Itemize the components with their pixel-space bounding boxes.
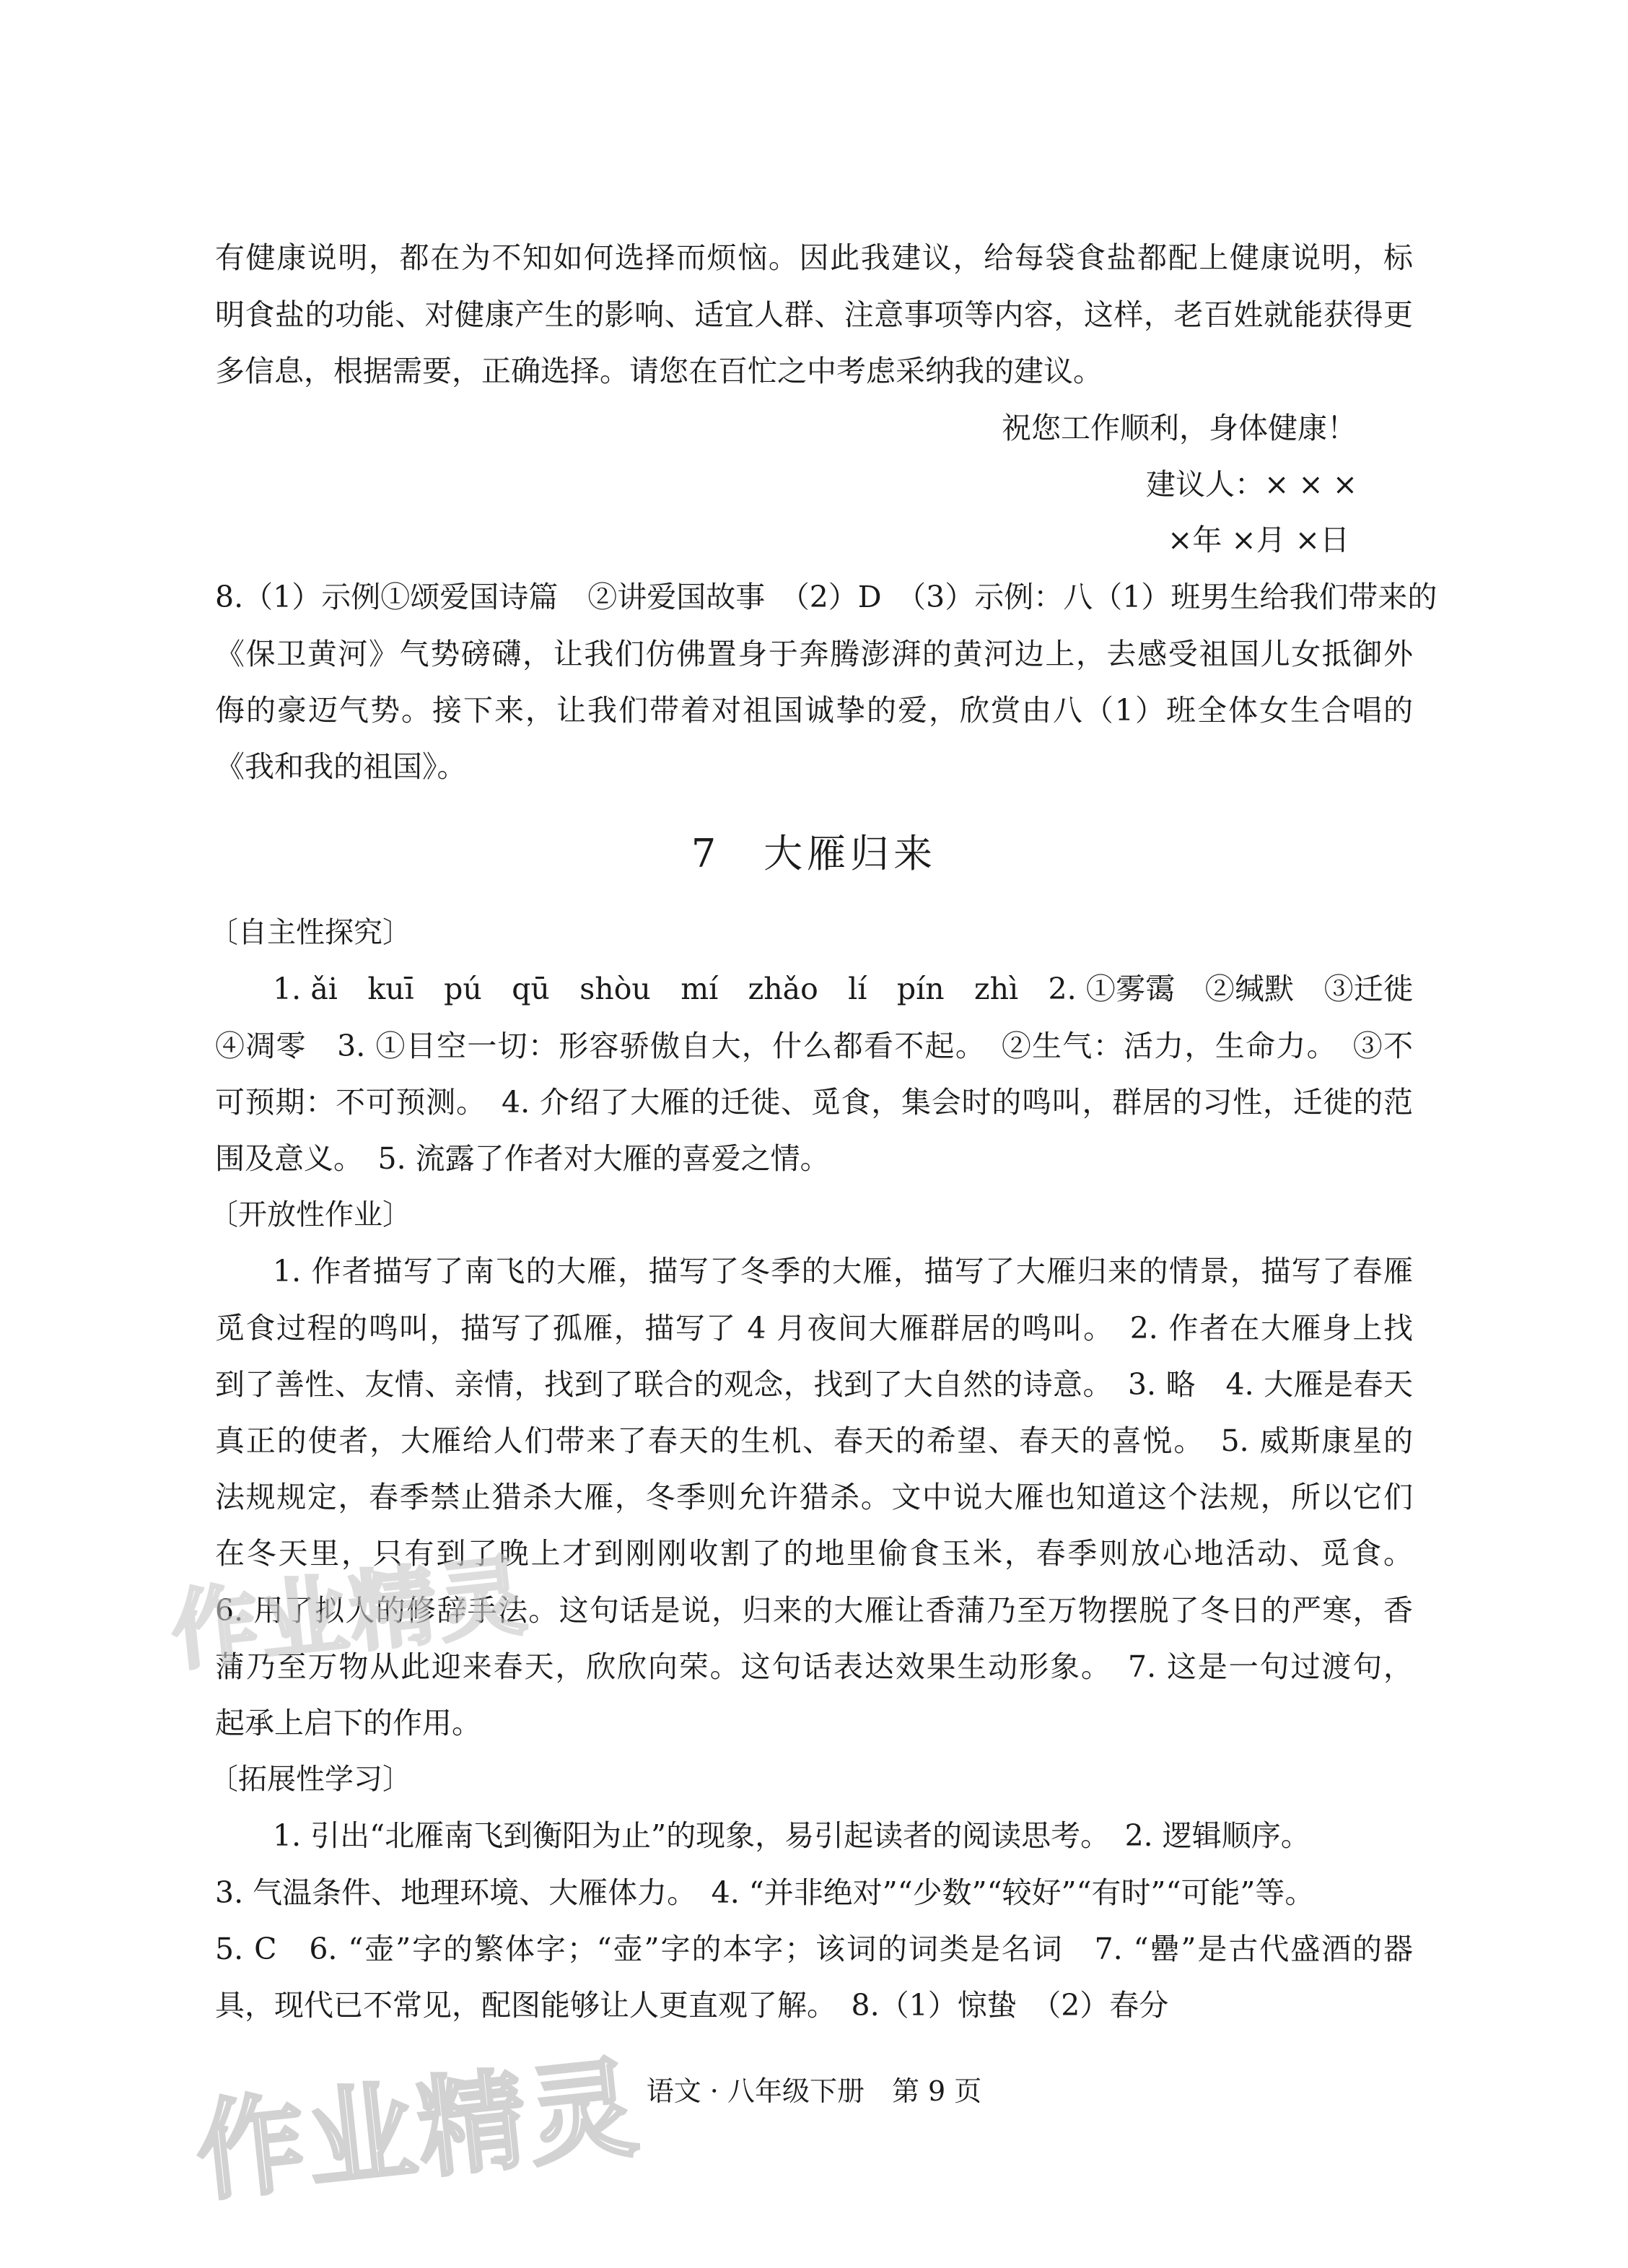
watermark-logo-lower: 作业精灵 (191, 2045, 646, 2217)
letter-line-3: 多信息，根据需要，正确选择。请您在百忙之中考虑采纳我的建议。 (215, 354, 1103, 388)
open-homework-line-6: 在冬天里，只有到了晚上才到刚刚收割了的地里偷食玉米，春季则放心地活动、觅食。 (215, 1536, 1413, 1571)
letter-signer: 建议人：× × × (1146, 467, 1358, 502)
open-homework-line-4: 真正的使者，大雁给人们带来了春天的生机、春天的希望、春天的喜悦。 5. 威斯康星的 (215, 1423, 1413, 1458)
extended-learning-line-3: 5. C 6. “壶”字的繁体字；“壶”字的本字；该词的词类是名词 7. “罍”是古代盛酒的器 (215, 1932, 1413, 1966)
open-homework-line-7: 6. 用了拟人的修辞手法。这句话是说，归来的大雁让香蒲乃至万物摆脱了冬日的严寒，香 (215, 1593, 1413, 1628)
open-homework-line-5: 法规规定，春季禁止猎杀大雁，冬季则允许猎杀。文中说大雁也知道这个法规，所以它们 (215, 1480, 1413, 1514)
q8-line-1: 8.（1）示例①颂爱国诗篇 ②讲爱国故事 （2）D （3）示例：八（1）班男生给我们带来的 (215, 580, 1437, 614)
open-homework-line-1: 1. 作者描写了南飞的大雁，描写了冬季的大雁，描写了大雁归来的情景，描写了春雁 (273, 1254, 1413, 1288)
open-homework-line-3: 到了善性、友情、亲情，找到了联合的观念，找到了大自然的诗意。 3. 略 4. 大雁是春天 (215, 1367, 1413, 1402)
letter-line-2: 明食盐的功能、对健康产生的影响、适宜人群、注意事项等内容，这样，老百姓就能获得更 (215, 297, 1413, 332)
open-homework-line-2: 觅食过程的鸣叫，描写了孤雁，描写了 4 月夜间大雁群居的鸣叫。 2. 作者在大雁身上找 (215, 1311, 1413, 1345)
self-study-line-3: 可预期：不可预测。 4. 介绍了大雁的迁徙、觅食，集会时的鸣叫，群居的习性，迁徙的范 (215, 1085, 1413, 1120)
section-label-open-homework: 〔开放性作业〕 (209, 1198, 411, 1231)
section-label-extended-learning: 〔拓展性学习〕 (209, 1763, 411, 1796)
page-footer: 语文 · 八年级下册 第 9 页 (646, 2075, 982, 2107)
extended-learning-line-1: 1. 引出“北雁南飞到衡阳为止”的现象，易引起读者的阅读思考。 2. 逻辑顺序。 (273, 1818, 1310, 1853)
self-study-line-2: ④凋零 3. ①目空一切：形容骄傲自大，什么都看不起。 ②生气：活力，生命力。 ③不 (215, 1029, 1413, 1063)
letter-date: ×年 ×月 ×日 (1168, 523, 1350, 557)
q8-line-3: 侮的豪迈气势。接下来，让我们带着对祖国诚挚的爱，欣赏由八（1）班全体女生合唱的 (215, 693, 1413, 728)
section-label-self-study: 〔自主性探究〕 (209, 916, 411, 949)
q8-line-2: 《保卫黄河》气势磅礴，让我们仿佛置身于奔腾澎湃的黄河边上，去感受祖国儿女抵御外 (215, 637, 1413, 671)
self-study-line-1: 1. ǎi kuī pú qū shòu mí zhǎo lí pín zhì 2. ①雾霭 ②缄默 ③迁徙 (273, 972, 1413, 1006)
q8-line-4: 《我和我的祖国》。 (215, 749, 467, 784)
open-homework-line-8: 蒲乃至万物从此迎来春天，欣欣向荣。这句话表达效果生动形象。 7. 这是一句过渡句， (215, 1649, 1413, 1684)
letter-closing: 祝您工作顺利，身体健康！ (1002, 411, 1357, 445)
open-homework-line-9: 起承上启下的作用。 (215, 1706, 481, 1740)
lesson-title: 大雁归来 (763, 831, 937, 876)
extended-learning-line-4: 具，现代已不常见，配图能够让人更直观了解。 8.（1）惊蛰 （2）春分 (215, 1988, 1169, 2023)
self-study-line-4: 围及意义。 5. 流露了作者对大雁的喜爱之情。 (215, 1141, 830, 1176)
lesson-number: 7 (691, 831, 721, 876)
extended-learning-line-2: 3. 气温条件、地理环境、大雁体力。 4. “并非绝对”“少数”“较好”“有时”“可能”等。 (215, 1875, 1315, 1910)
lesson-heading (0, 823, 1628, 878)
letter-line-1: 有健康说明，都在为不知如何选择而烦恼。因此我建议，给每袋食盐都配上健康说明，标 (215, 240, 1413, 275)
watermark-logo-upper: 作业精灵 (167, 1545, 534, 1683)
